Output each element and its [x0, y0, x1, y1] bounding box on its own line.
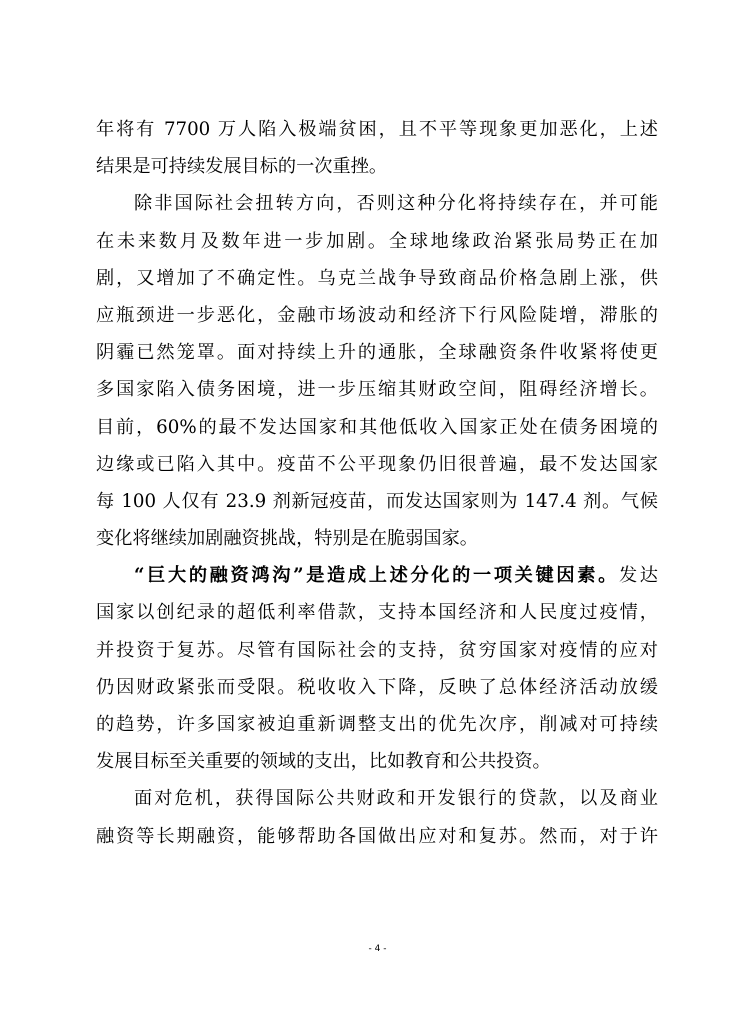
text-line: 除非国际社会扭转方向，否则这种分化将持续存在，并可能 [134, 193, 658, 215]
text-line: 并投资于复苏。尽管有国际社会的支持，贫穷国家对疫情的应对 [96, 639, 658, 661]
text-line: 面对危机，获得国际公共财政和开发银行的贷款，以及商业 [134, 788, 658, 810]
text-line: 发展目标至关重要的领域的支出，比如教育和公共投资。 [96, 751, 551, 773]
text-line: 年将有 7700 万人陷入极端贫困，且不平等现象更加恶化，上述 [96, 119, 658, 140]
paragraph-1 [96, 111, 658, 185]
paragraph-2 [96, 185, 658, 557]
text-line: 目前，60%的最不发达国家和其他低收入国家正处在债务困境的 [96, 416, 658, 438]
text-line: 结果是可持续发展目标的一次重挫。 [96, 156, 388, 178]
text-line: 剧，又增加了不确定性。乌克兰战争导致商品价格急剧上涨，供 [96, 267, 658, 289]
bold-lead-sentence: “巨大的融资鸿沟”是造成上述分化的一项关键因素。 [134, 565, 619, 587]
text-line: 在未来数月及数年进一步加剧。全球地缘政治紧张局势正在加 [96, 230, 658, 252]
text-line [96, 557, 658, 594]
text-line: 仍因财政紧张而受限。税收收入下降，反映了总体经济活动放缓 [96, 676, 658, 698]
text-line: 变化将继续加剧融资挑战，特别是在脆弱国家。 [96, 528, 478, 550]
paragraph-4 [96, 780, 658, 854]
text-line: 融资等长期融资，能够帮助各国做出应对和复苏。然而，对于许 [96, 825, 658, 847]
text-line: 多国家陷入债务困境，进一步压缩其财政空间，阻碍经济增长。 [96, 379, 658, 401]
text-line: 应瓶颈进一步恶化，金融市场波动和经济下行风险陡增，滞胀的 [96, 304, 658, 326]
text-line: 边缘或已陷入其中。疫苗不公平现象仍旧很普遍，最不发达国家 [96, 453, 658, 475]
body-text [96, 111, 658, 855]
text-line: 的趋势，许多国家被迫重新调整支出的优先次序，削减对可持续 [96, 714, 658, 735]
lead-line-rest: 发达 [618, 565, 658, 587]
text-line: 阴霾已然笼罩。面对持续上升的通胀，全球融资条件收紧将使更 [96, 342, 658, 364]
text-line: 国家以创纪录的超低利率借款，支持本国经济和人民度过疫情， [96, 602, 658, 624]
paragraph-3 [96, 557, 658, 780]
page-number: - 4 - [368, 944, 387, 954]
text-line: 每 100 人仅有 23.9 剂新冠疫苗，而发达国家则为 147.4 剂。气候 [96, 490, 658, 512]
